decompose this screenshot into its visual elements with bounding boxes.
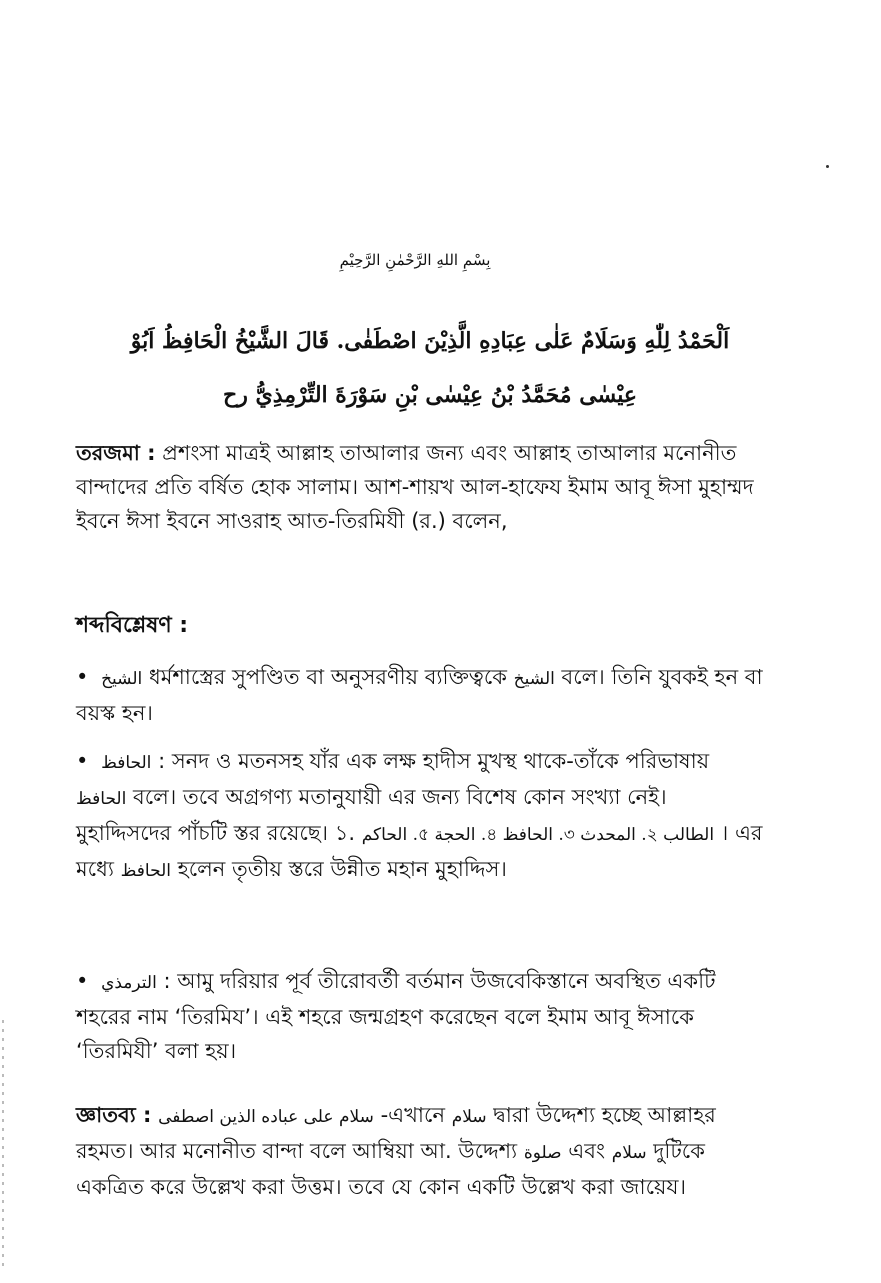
note-text-c: এবং [568, 1139, 605, 1163]
hadith-scholar-levels: الطالب ২. المحدث ৩. الحافظ ৪. الحجة ৫. الحاكم [361, 825, 715, 845]
note-label: জ্ঞাতব্য : [76, 1103, 152, 1127]
scan-speck [826, 165, 829, 168]
term-tirmidhi: الترمذي [101, 973, 157, 993]
scan-edge-artifact [2, 1020, 4, 1270]
arabic-opening-line-1: اَلْحَمْدُ لِلّٰهِ وَسَلَامٌ عَلٰى عِبَادِهِ الَّذِيْنَ اصْطَفٰى. قَالَ الشَّيْخُ الْحَافِظُ اَبُوْ [130, 328, 730, 354]
term-shaykh: الشيخ [101, 669, 143, 689]
bullet-hafiz-text-a: : সনদ ও মতনসহ যাঁর এক লক্ষ হাদীস মুখস্থ থাকে-তাঁকে পরিভাষায় [158, 749, 710, 773]
arabic-opening-line-2: عِيْسٰى مُحَمَّدُ بْنُ عِيْسٰى بْنِ سَوْرَةَ التِّرْمِذِيُّ رح [223, 382, 637, 408]
note-paragraph [76, 1098, 766, 1204]
bullet-shaykh-text-a: ধর্মশাস্ত্রের সুপণ্ডিত বা অনুসরণীয় ব্যক্তিত্বকে [148, 665, 507, 689]
note-text-b: দ্বারা উদ্দেশ্য হচ্ছে আল্লাহর রহমত। আর মনোনীত বান্দা বলে আম্বিয়া আ. উদ্দেশ্য [76, 1103, 716, 1163]
note-term-salam: سلام [451, 1107, 487, 1127]
bullet-hafiz [76, 744, 766, 888]
analysis-heading: শব্দবিশ্লেষণ : [76, 613, 189, 638]
term-hafiz-3: الحافظ [120, 861, 171, 881]
bullet-dot: • [76, 665, 89, 689]
note-text-a: -এখানে [380, 1103, 445, 1127]
translation-paragraph [76, 436, 766, 538]
term-shaykh-2: الشيخ [513, 669, 555, 689]
bullet-hafiz-text-d: হলেন তৃতীয় স্তরে উন্নীত মহান মুহাদ্দিস। [177, 857, 507, 881]
bismillah-calligraphy: بِسْمِ اللهِ الرَّحْمٰنِ الرَّحِيْمِ [339, 251, 491, 269]
bullet-dot: • [76, 749, 89, 773]
bullet-shaykh [76, 660, 766, 730]
note-text-d: দুটিকে একত্রিত করে উল্লেখ করা উত্তম। তবে যে কোন একটি উল্লেখ করা জায়েয। [76, 1139, 705, 1199]
note-term-salat: صلوة [523, 1143, 562, 1163]
term-hafiz: الحافظ [101, 753, 152, 773]
bullet-tirmidhi-text: : আমু দরিয়ার পূর্ব তীরোবর্তী বর্তমান উজবেকিস্তানে অবস্থিত একটি শহরের নাম ‘তিরমিয’। এই শহরে জন্মগ্রহণ করেছেন বলে ইমাম আবূ ঈসাকে ‘তিরমিযী’ বলা হয়। [76, 969, 716, 1063]
bullet-shaykh-text-b: বলে। তিনি যুবকই হন বা বয়স্ক হন। [76, 665, 763, 725]
bullet-tirmidhi [76, 964, 766, 1068]
note-term-salam-2: سلام [611, 1143, 647, 1163]
bullet-dot: • [76, 969, 89, 993]
bullet-hafiz-text-c: । এর মধ্যে [76, 821, 763, 881]
note-arabic-phrase: سلام على عباده الذين اصطفى [158, 1107, 374, 1127]
translation-label: তরজমা : [76, 441, 156, 465]
term-hafiz-2: الحافظ [76, 789, 127, 809]
translation-text: প্রশংসা মাত্রই আল্লাহ তাআলার জন্য এবং আল্লাহ তাআলার মনোনীত বান্দাদের প্রতি বর্ষিত হোক সালাম। আশ-শায়খ আল-হাফেয ইমাম আবূ ঈসা মুহাম্মদ ইবনে ঈসা ইবনে সাওরাহ আত-তিরমিযী (র.) বলেন, [76, 441, 754, 533]
bullet-hafiz-text-b: বলে। তবে অগ্রগণ্য মতানুযায়ী এর জন্য বিশেষ কোন সংখ্যা নেই। মুহাদ্দিসদের পাঁচটি স্তর রয়েছে। ১. [76, 785, 667, 845]
